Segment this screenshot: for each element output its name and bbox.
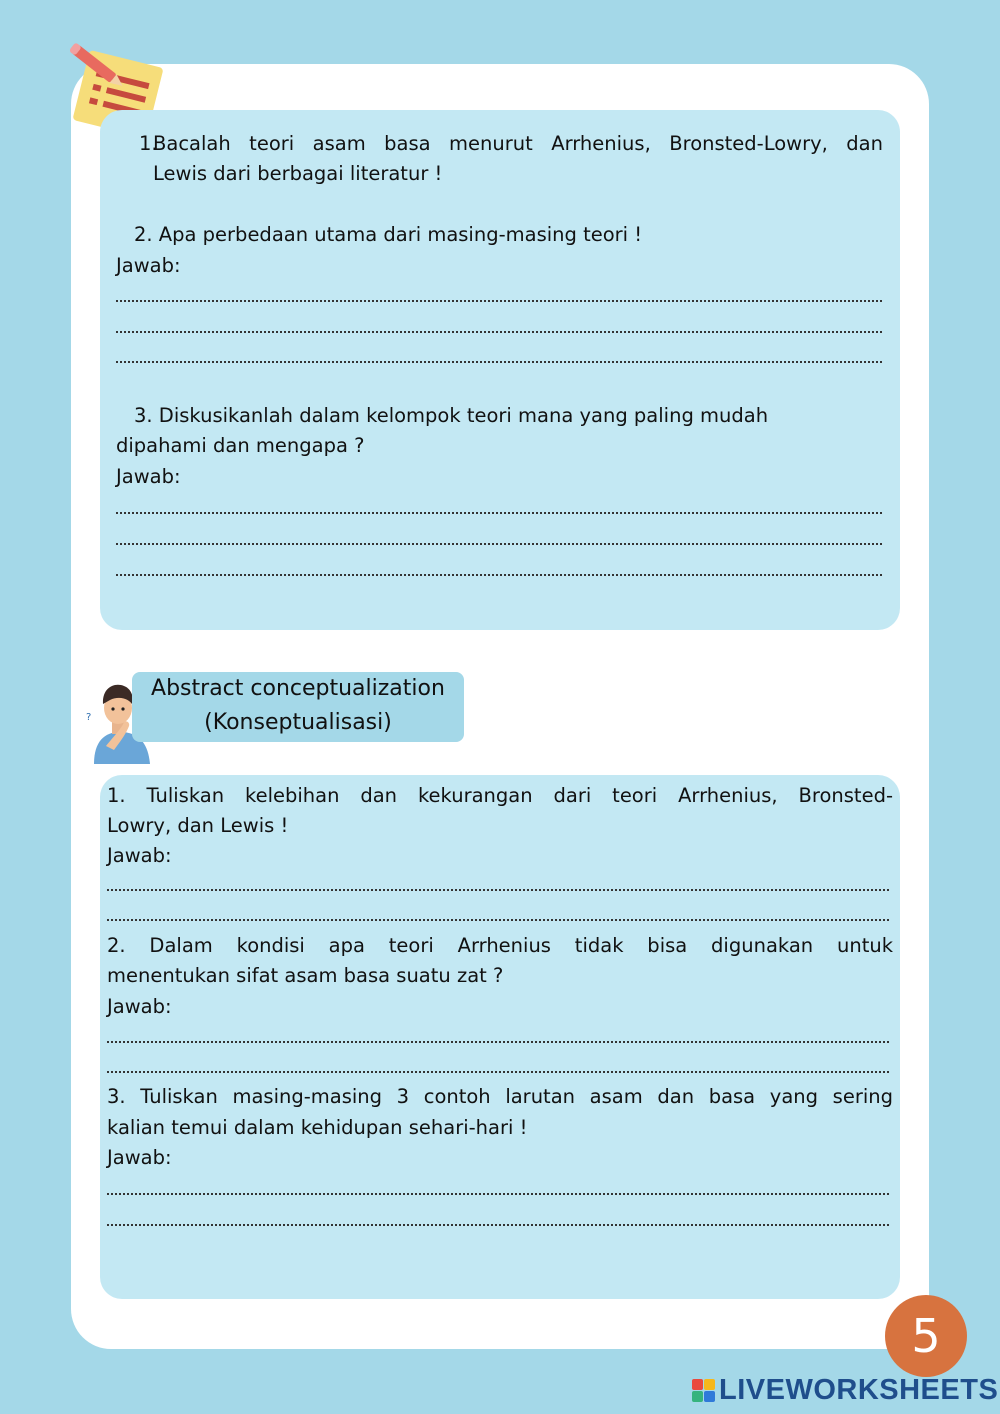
question-3-text-cont: kalian temui dalam kehidupan sehari-hari !	[107, 1116, 528, 1139]
question-1-text-cont: Lowry, dan Lewis !	[107, 814, 289, 837]
logo-tile-i	[704, 1379, 715, 1390]
heading-subtitle: (Konseptualisasi)	[204, 710, 392, 735]
answer-label: Jawab:	[107, 995, 172, 1018]
answer-line[interactable]	[116, 574, 882, 576]
answer-label: Jawab:	[107, 844, 172, 867]
question-2-text: 2. Dalam kondisi apa teori Arrhenius tidak bisa digunakan untuk	[107, 934, 893, 957]
question-1-text: 1. Tuliskan kelebihan dan kekurangan dari teori Arrhenius, Bronsted-	[107, 784, 893, 807]
questions-panel-2	[100, 775, 900, 1299]
liveworksheets-logo-icon	[692, 1379, 715, 1402]
question-3-text: 3. Diskusikanlah dalam kelompok teori mana yang paling mudah	[134, 404, 769, 427]
answer-line[interactable]	[107, 1193, 889, 1195]
question-1-text-cont: Lewis dari berbagai literatur !	[153, 162, 443, 185]
q1-number: 1.	[139, 132, 158, 155]
answer-line[interactable]	[107, 1224, 889, 1226]
answer-line[interactable]	[116, 543, 882, 545]
answer-label: Jawab:	[116, 254, 181, 277]
question-2-text: 2. Apa perbedaan utama dari masing-masing teori !	[134, 223, 643, 246]
answer-line[interactable]	[107, 889, 889, 891]
answer-label: Jawab:	[107, 1146, 172, 1169]
answer-line[interactable]	[116, 361, 882, 363]
heading-title: Abstract conceptualization	[151, 676, 445, 701]
answer-line[interactable]	[116, 512, 882, 514]
answer-line[interactable]	[116, 331, 882, 333]
answer-line[interactable]	[107, 919, 889, 921]
liveworksheets-brand[interactable]	[692, 1374, 998, 1406]
page-number-badge: 5	[885, 1295, 967, 1377]
question-1-text: Bacalah teori asam basa menurut Arrhenius, Bronsted-Lowry, dan	[153, 132, 883, 155]
brand-name: LIVEWORKSHEETS	[719, 1373, 999, 1406]
svg-text:?: ?	[86, 712, 92, 723]
logo-tile-v	[692, 1391, 703, 1402]
question-3-text: 3. Tuliskan masing-masing 3 contoh larutan asam dan basa yang sering	[107, 1085, 893, 1108]
answer-line[interactable]	[116, 300, 882, 302]
question-3-text-cont: dipahami dan mengapa ?	[116, 434, 365, 457]
answer-line[interactable]	[107, 1041, 889, 1043]
logo-tile-e	[704, 1391, 715, 1402]
section-heading	[132, 672, 464, 742]
question-2-text-cont: menentukan sifat asam basa suatu zat ?	[107, 964, 504, 987]
answer-line[interactable]	[107, 1071, 889, 1073]
logo-tile-l	[692, 1379, 703, 1390]
answer-label: Jawab:	[116, 465, 181, 488]
